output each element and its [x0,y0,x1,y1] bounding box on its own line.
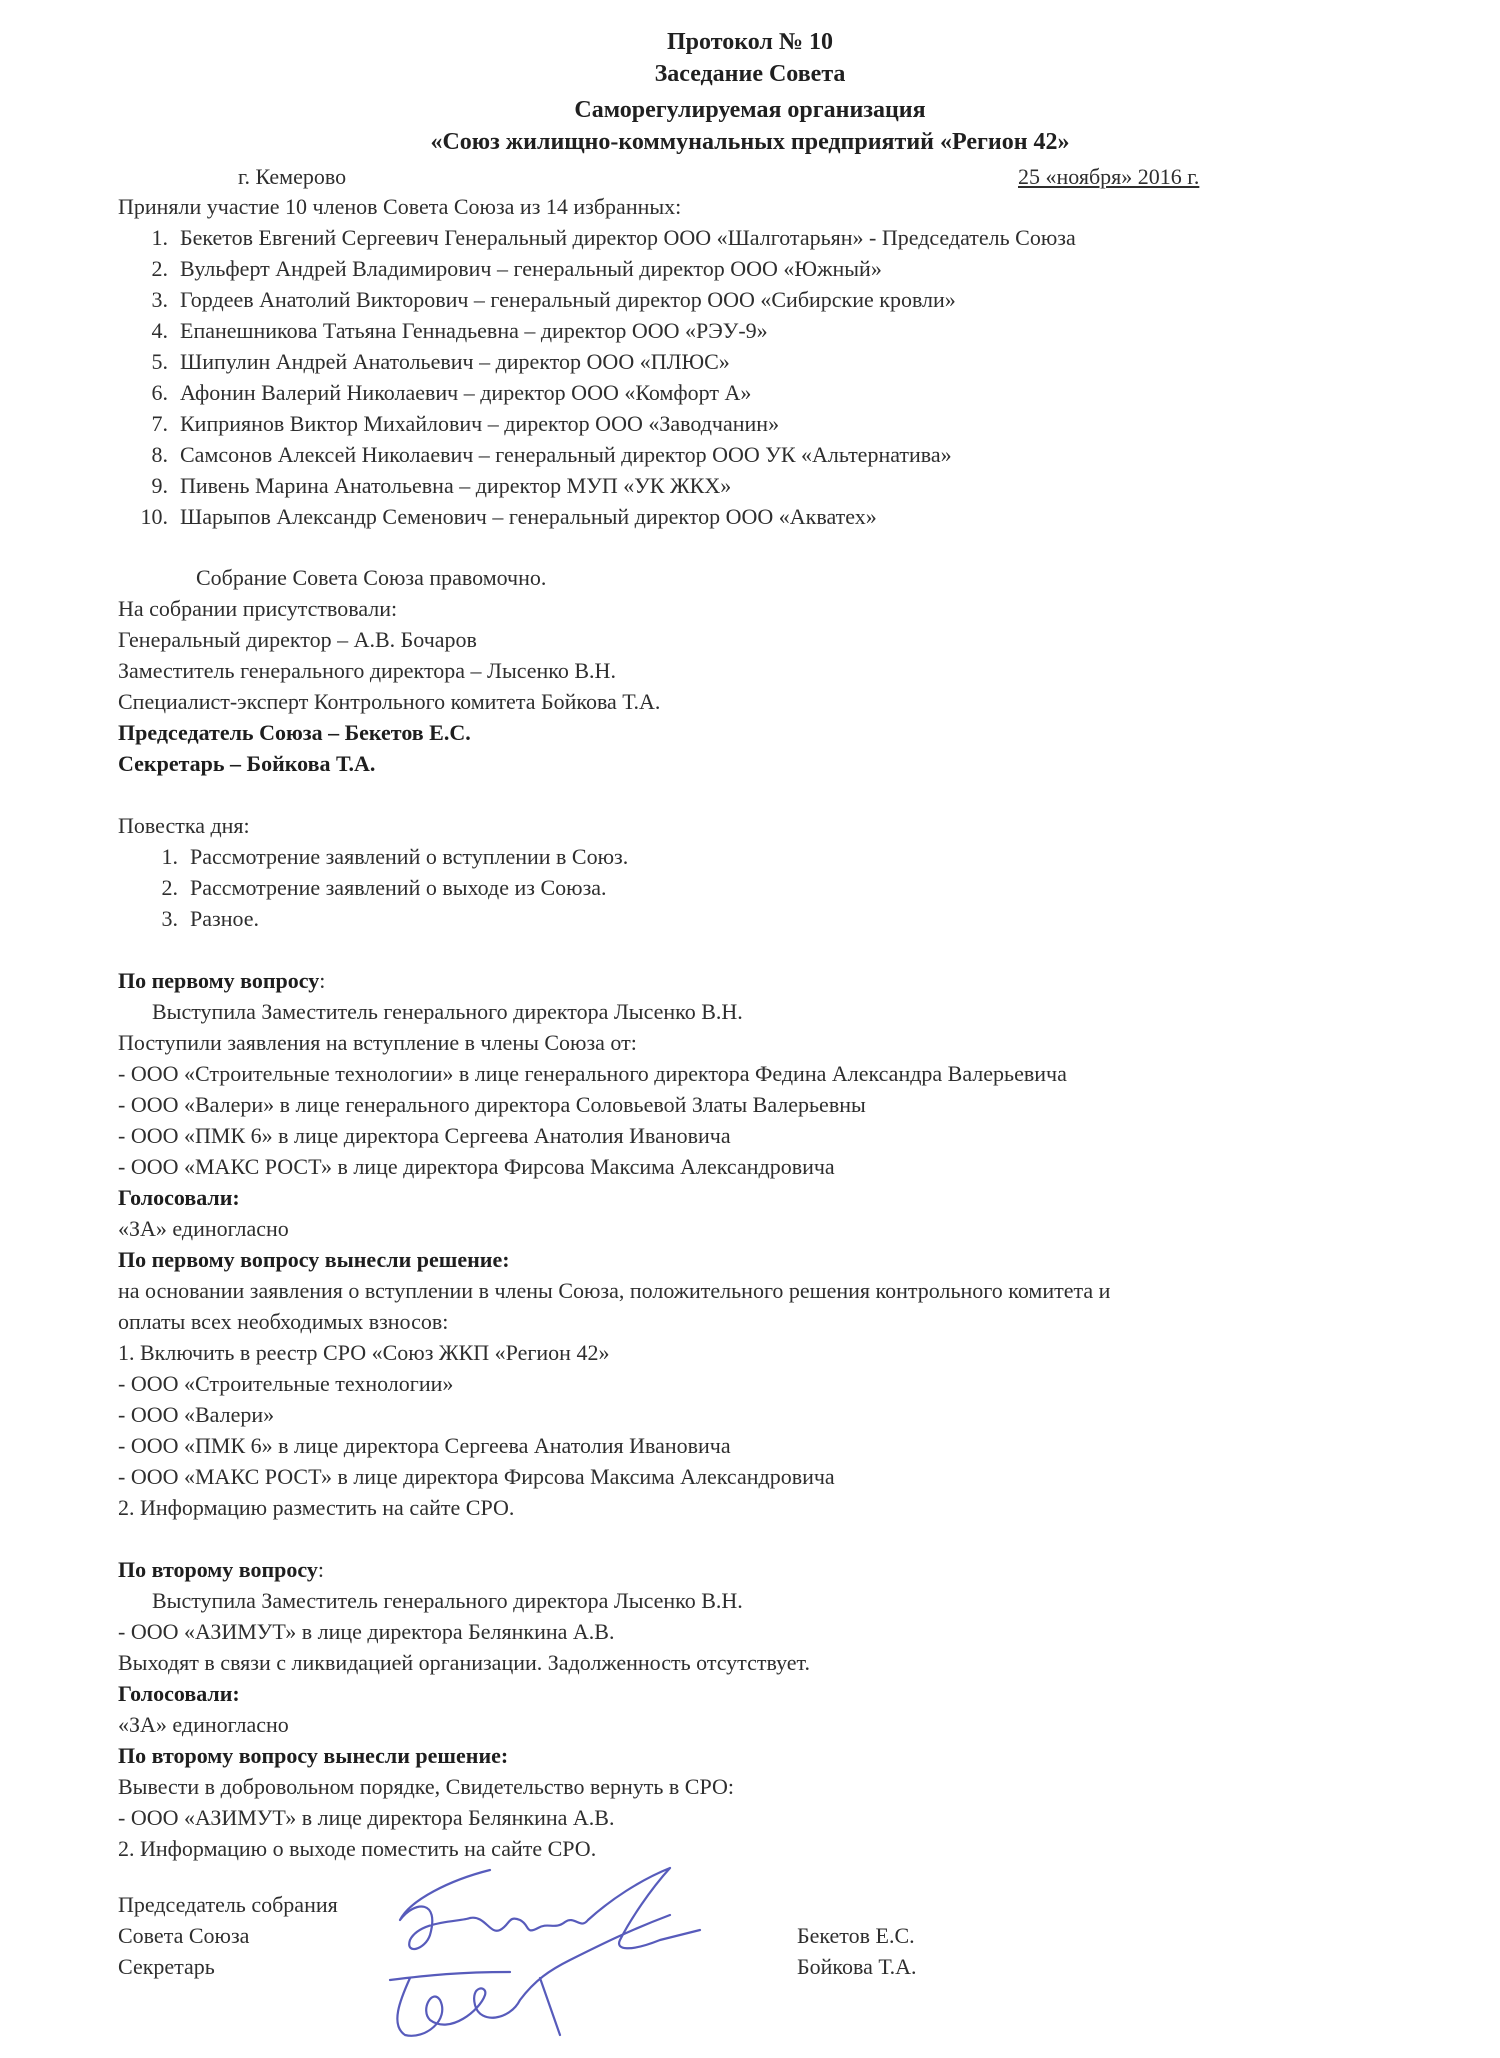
list-item: 1. Бекетов Евгений Сергеевич Генеральный директор ООО «Шалготарьян» - Председатель Союза [151,225,1076,250]
q1-decision-basis: на основании заявления о вступлении в члены Союза, положительного решения контрольного комитета и [118,1278,1111,1303]
meeting-title: Заседание Совета [654,61,846,87]
chairman-signature [400,1868,700,1949]
chair-label: Совета Союза [118,1923,250,1948]
list-item: 4. Епанешникова Татьяна Геннадьевна – директор ООО «РЭУ-9» [151,318,768,343]
q1-vote-result: «ЗА» единогласно [118,1216,289,1241]
present-item: Специалист-эксперт Контрольного комитета Бойкова Т.А. [118,689,661,714]
q1-decision-title: По первому вопросу вынесли решение: [118,1247,510,1272]
list-item: 3. Гордеев Анатолий Викторович – генеральный директор ООО «Сибирские кровли» [151,287,956,312]
q2-vote-result: «ЗА» единогласно [118,1712,289,1737]
q1-decision-item: - ООО «ПМК 6» в лице директора Сергеева Анатолия Ивановича [118,1433,731,1458]
q2-applicant: - ООО «АЗИМУТ» в лице директора Белянкина А.В. [118,1619,615,1644]
secretary-label: Секретарь [118,1954,215,1979]
q2-decision-title: По второму вопросу вынесли решение: [118,1743,509,1768]
q2-decision-item: - ООО «АЗИМУТ» в лице директора Белянкина А.В. [118,1805,615,1830]
agenda-title: Повестка дня: [118,813,250,838]
participants-intro: Приняли участие 10 членов Совета Союза из 14 избранных: [118,194,682,219]
q2-title: По второму вопросу: [118,1557,325,1582]
q1-title: По первому вопросу: [118,968,326,993]
date: 25 «ноября» 2016 г. [1018,164,1200,189]
q1-decision-basis: оплаты всех необходимых взносов: [118,1309,449,1334]
agenda-item: 2. Рассмотрение заявлений о выходе из Союза. [161,875,607,900]
q1-applicant: - ООО «Строительные технологии» в лице генерального директора Федина Александра Валерьевича [118,1061,1067,1086]
secretary-signature [390,1915,670,2036]
q1-applicant: - ООО «Валери» в лице генерального директора Соловьевой Златы Валерьевны [118,1092,866,1117]
chair-label: Председатель собрания [118,1892,338,1917]
q1-decision-item: 2. Информацию разместить на сайте СРО. [118,1495,515,1520]
present-item: Генеральный директор – А.В. Бочаров [118,627,477,652]
q2-speaker: Выступила Заместитель генерального директора Лысенко В.Н. [152,1588,743,1613]
q2-decision-item: Вывести в добровольном порядке, Свидетельство вернуть в СРО: [118,1774,734,1799]
agenda-item: 3. Разное. [161,906,259,931]
q2-reason: Выходят в связи с ликвидацией организации. Задолженность отсутствует. [118,1650,811,1675]
list-item: 9. Пивень Марина Анатольевна – директор МУП «УК ЖКХ» [151,473,732,498]
present-intro: На собрании присутствовали: [118,596,398,621]
q1-decision-item: - ООО «Строительные технологии» [118,1371,454,1396]
list-item: 5. Шипулин Андрей Анатольевич – директор ООО «ПЛЮС» [151,349,730,374]
q1-decision-item: - ООО «МАКС РОСТ» в лице директора Фирсова Максима Александровича [118,1464,835,1489]
q2-decision-item: 2. Информацию о выходе поместить на сайте СРО. [118,1836,597,1861]
agenda-item: 1. Рассмотрение заявлений о вступлении в Союз. [161,844,629,869]
secretary-name: Бойкова Т.А. [797,1954,917,1979]
list-item: 10. Шарыпов Александр Семенович – генеральный директор ООО «Акватех» [140,504,877,529]
chair-name: Бекетов Е.С. [797,1923,915,1948]
q1-received: Поступили заявления на вступление в члены Союза от: [118,1030,637,1055]
list-item: 7. Киприянов Виктор Михайлович – директор ООО «Заводчанин» [151,411,780,436]
q1-applicant: - ООО «МАКС РОСТ» в лице директора Фирсова Максима Александровича [118,1154,835,1179]
quorum-text: Собрание Совета Союза правомочно. [196,565,547,590]
secretary: Секретарь – Бойкова Т.А. [118,751,376,776]
q1-speaker: Выступила Заместитель генерального директора Лысенко В.Н. [152,999,743,1024]
list-item: 8. Самсонов Алексей Николаевич – генеральный директор ООО УК «Альтернатива» [151,442,952,467]
city: г. Кемерово [238,164,347,189]
list-item: 2. Вульферт Андрей Владимирович – генеральный директор ООО «Южный» [151,256,882,281]
q1-decision-item: 1. Включить в реестр СРО «Союз ЖКП «Регион 42» [118,1340,610,1365]
protocol-title: Протокол № 10 [667,29,833,55]
present-item: Заместитель генерального директора – Лысенко В.Н. [118,658,616,683]
chairman: Председатель Союза – Бекетов Е.С. [118,720,471,745]
q1-voted: Голосовали: [118,1185,240,1210]
handwritten-signatures [370,1860,910,2050]
q1-decision-item: - ООО «Валери» [118,1402,275,1427]
org-type: Саморегулируемая организация [574,97,926,123]
q1-applicant: - ООО «ПМК 6» в лице директора Сергеева Анатолия Ивановича [118,1123,731,1148]
org-name: «Союз жилищно-коммунальных предприятий «Регион 42» [430,129,1070,155]
q2-voted: Голосовали: [118,1681,240,1706]
list-item: 6. Афонин Валерий Николаевич – директор ООО «Комфорт А» [151,380,752,405]
